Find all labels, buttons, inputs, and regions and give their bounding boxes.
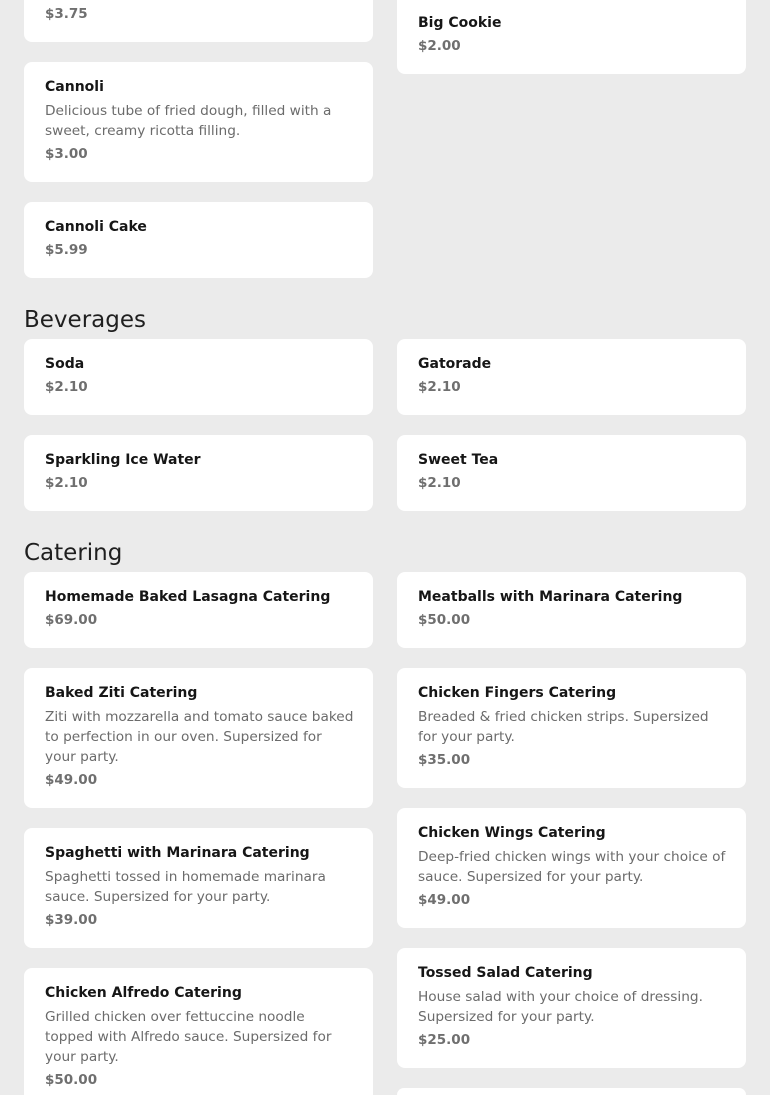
item-name: Sparkling Ice Water — [45, 452, 201, 468]
item-price: $50.00 — [418, 612, 471, 628]
item-name: Chicken Wings Catering — [418, 825, 606, 841]
item-name: Soda — [45, 356, 85, 372]
item-description: Grilled chicken over fettuccine noodle topped with Alfredo sauce. Supersized for your party. — [45, 1009, 332, 1065]
item-name: Homemade Baked Lasagna Catering — [45, 589, 331, 605]
item-description: Spaghetti tossed in homemade marinara sauce. Supersized for your party. — [45, 869, 326, 905]
item-name: Meatballs with Marinara Catering — [418, 589, 683, 605]
item-price: $2.10 — [45, 379, 88, 395]
menu-item-card[interactable] — [24, 968, 373, 1095]
menu-item-card[interactable] — [397, 808, 746, 928]
item-name: Cannoli Cake — [45, 219, 147, 235]
item-price: $2.00 — [418, 38, 461, 54]
menu-item-card[interactable] — [24, 339, 373, 415]
menu-item-card[interactable] — [397, 435, 746, 511]
menu-item-card[interactable] — [24, 828, 373, 948]
item-price: $49.00 — [418, 892, 471, 908]
menu-item-card[interactable] — [397, 668, 746, 788]
item-name: Tossed Salad Catering — [418, 965, 593, 981]
item-name: Chicken Alfredo Catering — [45, 985, 242, 1001]
item-price: $5.99 — [45, 242, 88, 258]
item-price: $69.00 — [45, 612, 98, 628]
item-price: $3.75 — [45, 6, 88, 22]
item-name: Spaghetti with Marinara Catering — [45, 845, 310, 861]
menu-item-card[interactable] — [24, 435, 373, 511]
section-title-beverages: Beverages — [24, 307, 146, 333]
item-name: Gatorade — [418, 356, 492, 372]
item-price: $2.10 — [418, 379, 461, 395]
menu-item-card[interactable] — [24, 0, 373, 42]
item-description: Breaded & fried chicken strips. Supersized for your party. — [418, 709, 709, 745]
menu-item-card[interactable] — [397, 572, 746, 648]
menu-item-card[interactable] — [24, 202, 373, 278]
item-price: $50.00 — [45, 1072, 98, 1088]
menu-item-card[interactable] — [24, 572, 373, 648]
item-description: Deep-fried chicken wings with your choice of sauce. Supersized for your party. — [418, 849, 726, 885]
item-price: $2.10 — [418, 475, 461, 491]
menu-item-card[interactable] — [397, 339, 746, 415]
menu-item-card[interactable] — [397, 948, 746, 1068]
item-price: $3.00 — [45, 146, 88, 162]
item-name: Big Cookie — [418, 15, 502, 31]
menu-item-card[interactable] — [397, 0, 746, 74]
item-name: Baked Ziti Catering — [45, 685, 198, 701]
item-name: Sweet Tea — [418, 452, 499, 468]
menu-item-card[interactable] — [397, 1088, 746, 1095]
item-price: $25.00 — [418, 1032, 471, 1048]
menu-item-card[interactable] — [24, 668, 373, 808]
menu-item-card[interactable] — [24, 62, 373, 182]
item-price: $39.00 — [45, 912, 98, 928]
item-price: $2.10 — [45, 475, 88, 491]
item-description: Delicious tube of fried dough, filled with a sweet, creamy ricotta filling. — [45, 103, 332, 139]
item-description: House salad with your choice of dressing. Supersized for your party. — [418, 989, 703, 1025]
item-description: Ziti with mozzarella and tomato sauce baked to perfection in our oven. Supersized for your party. — [45, 709, 354, 765]
item-price: $35.00 — [418, 752, 471, 768]
item-name: Cannoli — [45, 79, 104, 95]
section-title-catering: Catering — [24, 540, 123, 566]
item-price: $49.00 — [45, 772, 98, 788]
item-name: Chicken Fingers Catering — [418, 685, 617, 701]
